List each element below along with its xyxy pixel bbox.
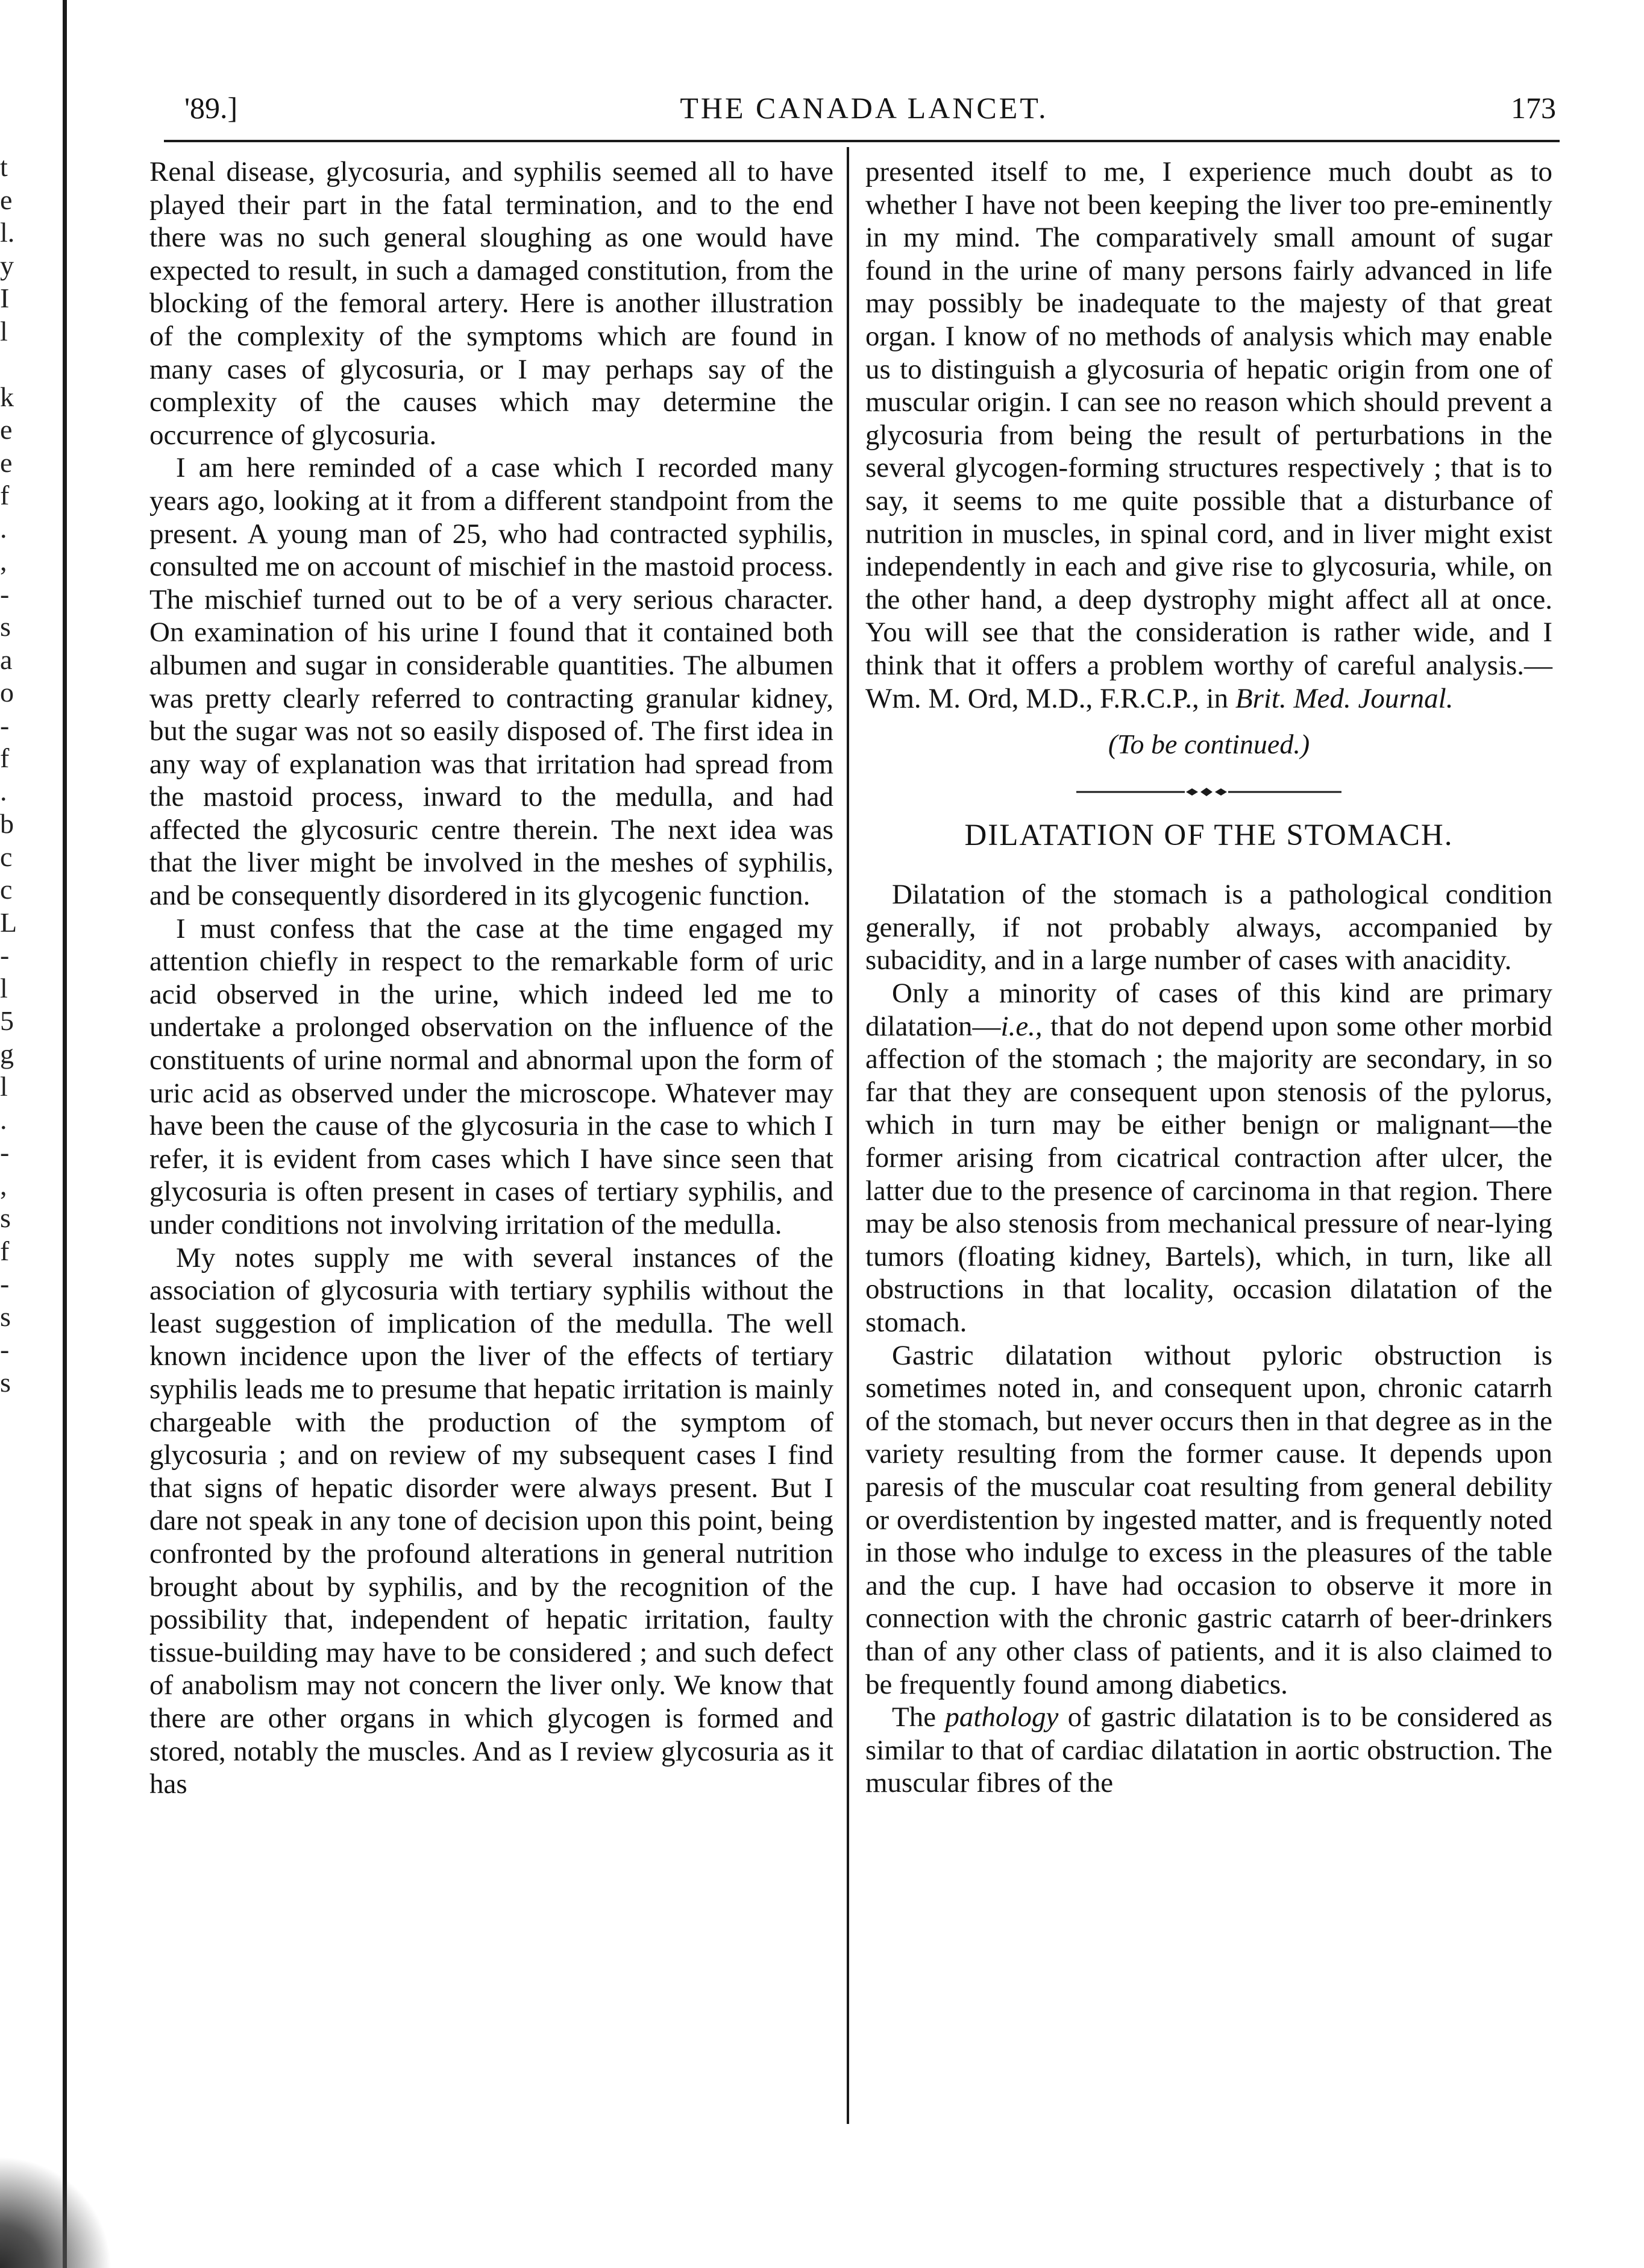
bleed-glyph: e [0, 184, 13, 215]
body-paragraph: My notes supply me with several instances of the association of glycosuria with tertiary syphilis without the least suggestion of implication of the medulla. The well known incidence upon the liver of the effects of tertiary syphilis leads me to presume that hepatic irritation is mainly chargeable with the production of the symptom of glycosuria ; and on review of my subsequent cases I find that signs of hepatic disorder were always present. But I dare not speak in any tone of decision upon this point, being confronted by the profound alterations in general nutrition brought about by syphilis, and by the recognition of the possibility that, independent of hepatic irritation, faulty tissue-building may have to be considered ; and such defect of anabolism may not concern the liver only. We know that there are other organs in which glycogen is formed and stored, notably the muscles. And as I review glycosuria as it has [149, 1242, 833, 1800]
bleed-through-glyphs [0, 151, 22, 1399]
bleed-glyph: y [0, 250, 14, 281]
page-number: 173 [1511, 91, 1556, 125]
section-divider-ornament [1076, 783, 1341, 801]
binding-rule [63, 0, 67, 2268]
bleed-glyph: g [0, 1038, 14, 1069]
bleed-glyph: 5 [0, 1005, 14, 1036]
text-run: of gastric dilatation is to be considered as similar to that of cardiac dilatation in aortic obstruction. The muscular fibres of the [865, 1701, 1552, 1799]
header-folio: '89.] [184, 91, 238, 125]
bleed-glyph: e [0, 414, 13, 445]
citation-source: Brit. Med. Journal. [1235, 682, 1454, 714]
bleed-glyph: I [0, 283, 10, 313]
bleed-glyph: a [0, 644, 13, 675]
header-rule [164, 140, 1560, 142]
body-paragraph: I am here reminded of a case which I recorded many years ago, looking at it from a different standpoint from the present. A young man of 25, who had contracted syphilis, consulted me on account of mischief in the mastoid process. The mischief turned out to be of a very serious character. On examination of his urine I found that it contained both albumen and sugar in considerable quantities. The albumen was pretty clearly referred to contracting granular kidney, but the sugar was not so easily disposed of. The first idea in any way of explanation was that irritation had spread from the mastoid process, inward to the medulla, and had affected the glycosuric centre therein. The next idea was that the liver might be involved in the meshes of syphilis, and be consequently disordered in its glycogenic function. [149, 452, 833, 912]
body-paragraph: Renal disease, glycosuria, and syphilis seemed all to have played their part in the fatal termination, and to the end there was no such general sloughing as one would have expected to result, in such a damaged constitution, from the blocking of the femoral artery. Here is another illustration of the complexity of the symptoms which are found in many cases of glycosuria, or I may perhaps say of the complexity of the causes which may determine the occurrence of glycosuria. [149, 156, 833, 451]
corner-smudge [0, 2147, 121, 2268]
body-paragraph [865, 1701, 1552, 1800]
bleed-glyph: k [0, 381, 14, 412]
bleed-glyph: s [0, 1301, 11, 1332]
bleed-glyph: c [0, 874, 13, 905]
column-divider [847, 147, 849, 2124]
bleed-glyph: , [0, 1169, 7, 1201]
bleed-glyph: . [0, 775, 7, 806]
text-run: The [892, 1701, 946, 1733]
journal-title: THE CANADA LANCET. [680, 91, 1049, 125]
left-column [149, 155, 833, 1801]
bleed-glyph: - [0, 1137, 10, 1167]
article-heading: DILATATION OF THE STOMACH. [964, 818, 1454, 852]
bleed-glyph: l [0, 1071, 8, 1102]
italic-run: i.e., [1000, 1010, 1043, 1042]
bleed-glyph: - [0, 709, 10, 741]
bleed-glyph: c [0, 841, 13, 872]
bleed-glyph: , [0, 545, 7, 576]
bleed-glyph: l [0, 315, 8, 347]
bleed-glyph: - [0, 1334, 10, 1365]
continuation-text: presented itself to me, I experience much doubt as to whether I have not been keeping the liver too pre-eminently in my mind. The comparatively small amount of sugar found in the urine of many persons fairly advanced in life may possibly be inadequate to the majesty of that great organ. I know of no methods of analysis which may enable us to distinguish a glycosuria of hepatic origin from one of muscular origin. I can see no reason which should prevent a glycosuria from being the result of perturbations in the several glycogen-forming structures respectively ; that is to say, it seems to me quite possible that a disturbance of nutrition in muscles, in spinal cord, and in liver might exist independently in each and give rise to glycosuria, while, on the other hand, a deep dystrophy might affect all at once. You will see that the consideration is rather wide, and I think that it offers a problem worthy of careful analysis.—Wm. M. Ord, M.D., F.R.C.P., in [865, 156, 1552, 714]
bleed-glyph: f [0, 1235, 10, 1266]
bleed-glyph: s [0, 611, 11, 642]
continuation-paragraph [865, 155, 1552, 715]
bleed-glyph: . [0, 512, 7, 544]
bleed-glyph: f [0, 480, 10, 510]
bleed-glyph: - [0, 578, 10, 609]
bleed-glyph: f [0, 743, 10, 773]
bleed-glyph [0, 348, 22, 381]
bleed-through-margin [0, 0, 24, 2268]
body-paragraph: Gastric dilatation without pyloric obstruction is sometimes noted in, and consequent upon, chronic catarrh of the stomach, but never occurs then in that degree as in the variety resulting from the former cause. It depends upon paresis of the muscular coat resulting from general debility or overdistention by ingested matter, and is frequently noted in those who indulge to excess in the pleasures of the table and the cup. I have had occasion to observe it more in connection with the chronic gastric catarrh of beer-drinkers than of any other class of patients, and it is also claimed to be frequently found among diabetics. [865, 1339, 1552, 1700]
bleed-glyph: l [0, 972, 8, 1004]
bleed-glyph: s [0, 1366, 11, 1398]
bleed-glyph: . [0, 1104, 7, 1135]
text-run: Only a minority of cases of this kind are primary dilatation— [865, 978, 1552, 1042]
text-run: that do not depend upon some other morbid affection of the stomach ; the majority are secondary, in so far that they are consequent upon stenosis of the pylorus, which in turn may be either benign or malignant—the former arising from cicatrical contraction after ulcer, the latter due to the presence of carcinoma in that region. There may be also stenosis from mechanical pressure of near-lying tumors (floating kidney, Bartels), which, in turn, like all obstructions in that locality, occasion dilatation of the stomach. [865, 1010, 1552, 1338]
body-paragraph: Dilatation of the stomach is a pathological condition generally, if not probably always, accompanied by subacidity, and in a large number of cases with anacidity. [865, 879, 1552, 976]
bleed-glyph: s [0, 1202, 11, 1233]
right-column [865, 155, 1552, 1800]
bleed-glyph: e [0, 447, 13, 478]
bleed-glyph: t [0, 151, 8, 182]
body-paragraph: I must confess that the case at the time engaged my attention chiefly in respect to the remarkable form of uric acid observed in the urine, which indeed led me to undertake a prolonged observation on the influence of the constituents of urine normal and abnormal upon the form of uric acid as observed under the microscope. Whatever may have been the cause of the glycosuria in the case to which I refer, it is evident from cases which I have since seen that glycosuria is often present in cases of tertiary syphilis, and under conditions not involving irritation of the medulla. [149, 913, 833, 1240]
bleed-glyph: o [0, 677, 14, 708]
bleed-glyph: b [0, 808, 14, 839]
bleed-glyph: L [0, 906, 17, 938]
bleed-glyph: - [0, 1268, 10, 1299]
to-be-continued-note: (To be continued.) [1108, 729, 1310, 760]
bleed-glyph: - [0, 940, 10, 970]
bleed-glyph: l. [0, 217, 15, 248]
running-header [172, 90, 1556, 139]
italic-run: pathology [945, 1701, 1059, 1733]
body-paragraph [865, 977, 1552, 1339]
